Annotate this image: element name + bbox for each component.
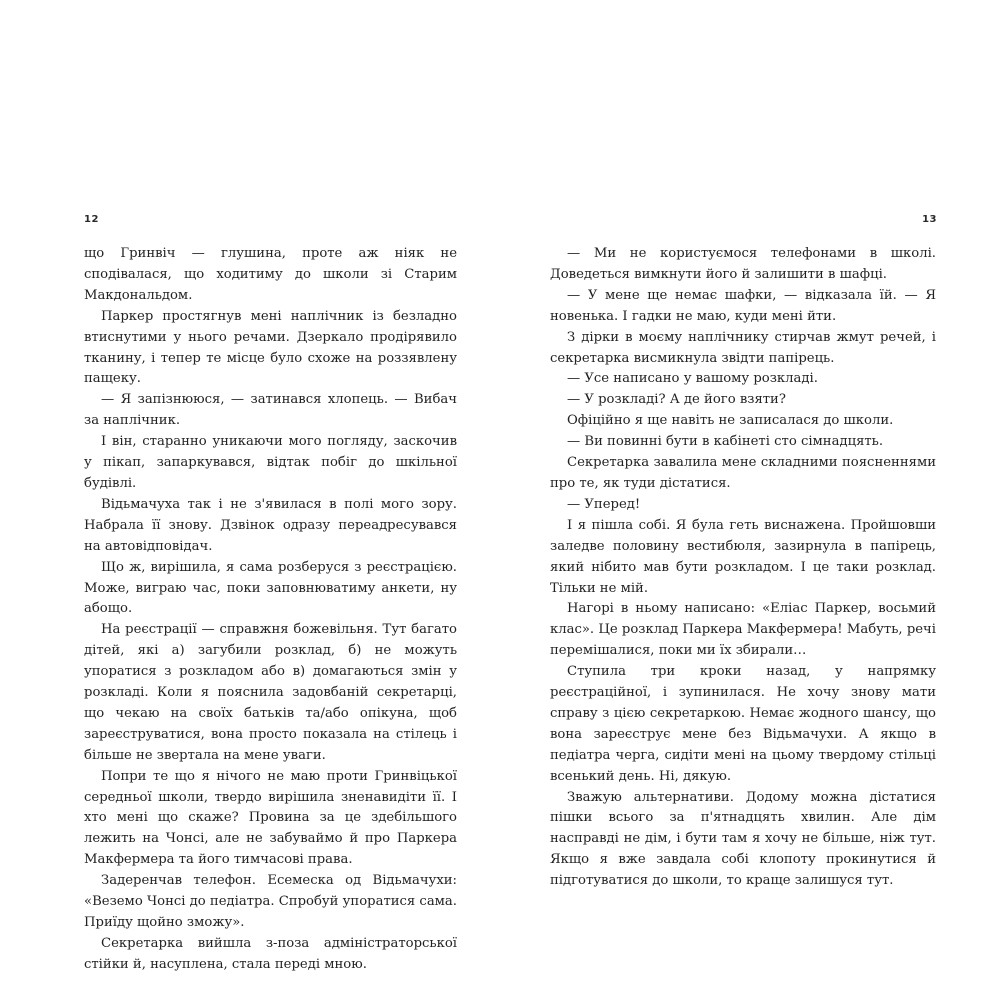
- page-text: [84, 244, 457, 976]
- paragraph: — У мене ще немає шафки, — відказала їй. — Я новенька. І гадки не маю, куди мені йти.: [550, 287, 936, 324]
- paragraph: — Я запізнююся, — затинався хлопець. — Вибач за наплічник.: [84, 392, 457, 429]
- paragraph: Ступила три кроки назад, у напрямку реєстраційної, і зупинилася. Не хочу знову мати справу з цією секретаркою. Немає жодного шансу, що вона зареєструє мене без Відьмачухи. А якщо в педіатра черга, сидіти мені на цьому твердому стільці всенький день. Ні, дякую.: [550, 664, 936, 784]
- paragraph: Відьмачуха так і не з'явилася в полі мого зору. Набрала її знову. Дзвінок одразу переадресувався на автовідповідач.: [84, 496, 457, 554]
- paragraph: — Ми не користуємося телефонами в школі. Доведеться вимкнути його й залишити в шафці.: [550, 246, 936, 282]
- paragraph: Попри те що я нічого не маю проти Гринвіцької середньої школи, твердо вирішила зненавидіти її. І хто мені що скаже? Провина за це здебільшого лежить на Чонсі, але не забуваймо й про Паркера Макфермера та його тимчасові права.: [84, 768, 457, 868]
- paragraph: З дірки в моєму наплічнику стирчав жмут речей, і секретарка висмикнула звідти папірець.: [550, 329, 936, 366]
- paragraph: — Усе написано у вашому розкладі.: [567, 371, 818, 387]
- paragraph: Задеренчав телефон. Есемеска од Відьмачухи: «Веземо Чонсі до педіатра. Спробуй упоратися сама. Приїду щойно зможу».: [84, 873, 457, 930]
- paragraph: — Уперед!: [567, 496, 641, 512]
- paragraph: Секретарка завалила мене складними поясненнями про те, як туди дістатися.: [550, 455, 936, 491]
- paragraph: Зважую альтернативи. Додому можна дістатися пішки всього за п'ятнадцять хвилин. Але дім насправді не дім, і бути там я хочу не більше, ніж тут. Якщо я вже завдала собі клопоту прокинутися й підготуватися до школи, то краще залишуся тут.: [550, 789, 936, 889]
- paragraph: — Ви повинні бути в кабінеті сто сімнадцять.: [567, 434, 884, 450]
- paragraph: Паркер простягнув мені наплічник із безладно втиснутими у нього речами. Дзеркало продірявило тканину, і тепер те місце було схоже на роззявлену пащеку.: [84, 308, 457, 387]
- paragraph: Що ж, вирішила, я сама розберуся з реєстрацією. Може, виграю час, поки заповнюватиму анкети, ну абощо.: [84, 559, 457, 617]
- paragraph: І він, старанно уникаючи мого погляду, заскочив у пікап, запаркувався, відтак побіг до шкільної будівлі.: [84, 434, 457, 491]
- paragraph: Нагорі в ньому написано: «Еліас Паркер, восьмий клас». Це розклад Паркера Макфермера! Мабуть, речі перемішалися, поки ми їх збирали…: [550, 601, 936, 659]
- page-text: [550, 244, 936, 892]
- right-page: [500, 0, 1000, 1000]
- page-number: 12: [84, 214, 99, 225]
- paragraph: Секретарка вийшла з-поза адміністраторської стійки й, насуплена, стала переді мною.: [84, 935, 457, 972]
- paragraph: І я пішла собі. Я була геть виснажена. Пройшовши заледве половину вестибюля, зазирнула в папірець, який нібито мав бути розкладом. І це таки розклад. Тільки не мій.: [550, 517, 936, 596]
- paragraph: — У розкладі? А де його взяти?: [567, 392, 786, 408]
- paragraph: що Гринвіч — глушина, проте аж ніяк не сподівалася, що ходитиму до школи зі Старим Макдональдом.: [84, 246, 457, 303]
- paragraph: Офіційно я ще навіть не записалася до школи.: [567, 413, 894, 429]
- page-number: 13: [922, 214, 937, 225]
- paragraph: На реєстрації — справжня божевільня. Тут багато дітей, які а) загубили розклад, б) не можуть упоратися з розкладом або в) домагаються змін у розкладі. Коли я пояснила задовбаній секретарці, що чекаю на своїх батьків та/або опікуна, щоб зареєструватися, вона просто показала на стілець і більше не звертала на мене уваги.: [84, 622, 457, 763]
